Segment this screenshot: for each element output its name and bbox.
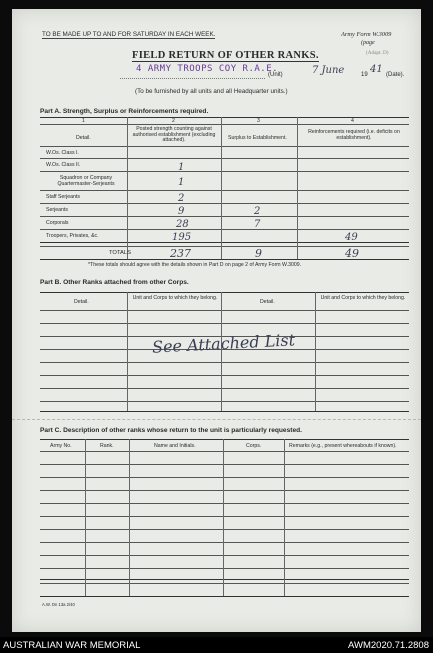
furnish-note: (To be furnished by all units and all Headquarter units.) — [135, 88, 288, 95]
unit-line — [120, 78, 265, 79]
posted-value: 195 — [172, 232, 192, 243]
archive-name: AUSTRALIAN WAR MEMORIAL — [3, 640, 141, 651]
surplus-value: 7 — [254, 219, 261, 230]
totals-footnote: *These totals should agree with the details shown in Part D on page 2 of Army Form W.3009. — [88, 262, 302, 268]
col-header-posted: Posted strength counting against authorised establishment (excluding attached). — [132, 126, 216, 144]
row-detail: Corporals — [46, 220, 69, 226]
col-number-3: 3 — [257, 118, 260, 124]
form-reference-sub: (Adapt. D) — [366, 50, 389, 56]
posted-value: 1 — [178, 162, 185, 173]
year-handwritten: 41 — [370, 64, 383, 75]
part-a-heading: Part A. Strength, Surplus or Reinforcements required. — [40, 108, 209, 115]
posted-value: 28 — [176, 219, 189, 230]
row-detail: Staff Serjeants — [46, 194, 80, 200]
col-number-1: 1 — [82, 118, 85, 124]
col-number-4: 4 — [351, 118, 354, 124]
form-page — [12, 9, 421, 632]
form-title: FIELD RETURN OF OTHER RANKS. — [132, 50, 319, 61]
print-code: A.W. Dn 13a 2/40 — [42, 602, 75, 607]
form-reference: Army Form W.3009 — [341, 31, 392, 38]
part-b-col-detail-1: Detail. — [74, 299, 89, 305]
col-header-detail: Detail. — [76, 135, 91, 141]
col-header-surplus: Surplus to Establishment. — [228, 135, 287, 141]
part-c-heading: Part C. Description of other ranks whose return to the unit is particularly requested. — [40, 427, 302, 434]
date-label: (Date). — [386, 72, 405, 78]
unit-stamp: 4 ARMY TROOPS COY R.A.E. — [136, 64, 279, 74]
year-prefix: 19 — [361, 72, 368, 78]
part-c-col-rank: Rank. — [100, 443, 114, 449]
totals-label: TOTALS — [109, 250, 132, 256]
part-c-col-army-no: Army No. — [50, 443, 72, 449]
posted-value: 9 — [178, 206, 185, 217]
posted-value: 2 — [178, 193, 185, 204]
row-detail: Troopers, Privates, &c. — [46, 233, 99, 239]
form-reference-page: (page — [361, 40, 375, 46]
row-detail: Squadron or Company Quartermaster-Serjeants — [57, 175, 115, 187]
archive-reference: AWM2020.71.2808 — [348, 640, 429, 651]
col-number-2: 2 — [172, 118, 175, 124]
surplus-value: 2 — [254, 206, 261, 217]
part-c-col-remarks: Remarks (e.g., present whereabouts if known). — [289, 443, 397, 449]
row-detail: W.Os. Class I. — [46, 150, 79, 156]
instruction-text: TO BE MADE UP TO AND FOR SATURDAY IN EACH WEEK. — [42, 31, 216, 38]
reinforcements-value: 49 — [345, 232, 358, 243]
unit-label: (Unit) — [268, 72, 283, 78]
part-b-col-detail-2: Detail. — [260, 299, 275, 305]
fold-line — [12, 419, 421, 420]
total-surplus: 9 — [255, 247, 262, 260]
part-b-col-unit-1: Unit and Corps to which they belong. — [132, 295, 218, 301]
row-detail: W.Os. Class II. — [46, 162, 81, 168]
see-attached-list-handwriting: See Attached List — [151, 330, 296, 357]
total-reinforcements: 49 — [345, 247, 359, 260]
row-detail: Serjeants — [46, 207, 68, 213]
posted-value: 1 — [178, 177, 185, 188]
archive-footer — [0, 637, 433, 653]
total-posted: 237 — [170, 247, 191, 260]
part-c-col-corps: Corps. — [246, 443, 262, 449]
date-handwritten: 7 June — [312, 65, 345, 76]
part-b-heading: Part B. Other Ranks attached from other Corps. — [40, 279, 189, 286]
part-c-col-name: Name and Initials. — [154, 443, 196, 449]
part-b-col-unit-2: Unit and Corps to which they belong. — [320, 295, 406, 301]
col-header-reinforcements: Reinforcements required (i.e. deficits on establishment). — [308, 129, 400, 141]
